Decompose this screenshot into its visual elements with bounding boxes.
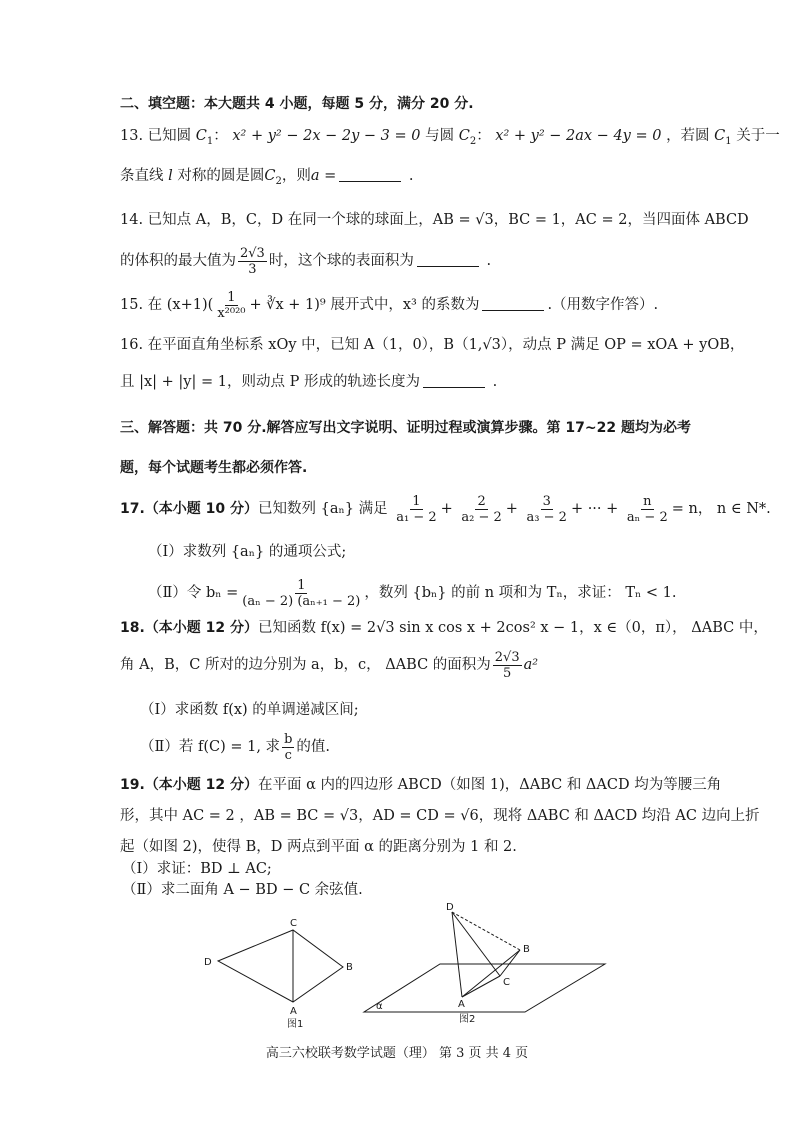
question-18-line-1: 18.（本小题 12 分）已知函数 f(x) = 2√3 sin x cos x + 2cos² x − 1，x ∈（0，π）， ΔABC 中，	[120, 620, 768, 636]
answer-blank-16[interactable]	[423, 373, 485, 388]
answer-blank-14[interactable]	[417, 252, 479, 267]
question-18-line-2: 角 A，B，C 所对的边分别为 a，b，c， ΔABC 的面积为 $\frac{2√3}{5}$ a²	[120, 649, 539, 681]
answer-blank-13[interactable]	[339, 167, 401, 182]
question-19-part-1: （Ⅰ）求证：BD ⊥ AC;	[122, 861, 272, 877]
fraction-b-over-c: $\frac{b}{c}$	[284, 731, 293, 763]
question-17-stem: 17.（本小题 10 分）已知数列 {aₙ} 满足 $\frac{1}{\text{a₁ − 2}}$ + $\frac{2}{\text{a₂ − 2}}$ + $\frac{3}{\text{a₃ − 2}}$ + ··· + $\frac{n}{\text{aₙ − 2}}$ = n， n ∈ N*.	[120, 493, 771, 525]
fig1-label-d: D	[204, 957, 212, 968]
question-13-line-1: 13. 已知圆 $C_1$： x² + y² − 2x − 2y − 3 = 0 与圆 $C_2$： x² + y² − 2ax − 4y = 0 ，若圆 $C_1$ 关于一	[120, 128, 780, 147]
circle-c2-equation: x² + y² − 2ax − 4y = 0	[495, 128, 662, 144]
fig2-label-a: A	[458, 999, 465, 1010]
question-17-part-2: （Ⅱ）令 bₙ = $\frac{1}{\text{(aₙ − 2) (aₙ₊₁ − 2)}}$ ，数列 {bₙ} 的前 n 项和为 Tₙ，求证： Tₙ < 1.	[148, 577, 677, 609]
fig1-label-b: B	[346, 962, 353, 973]
fraction-term-3: $\frac{3}{\text{a₃ − 2}}$	[526, 493, 567, 525]
fig1-label-c: C	[290, 918, 297, 929]
fig2-label-c: C	[503, 977, 510, 988]
section-heading-solutions: 三、解答题：共 70 分.解答应写出文字说明、证明过程或演算步骤。第 17~22 题均为必考	[120, 420, 691, 436]
section-heading-solutions-cont: 题，每个试题考生都必须作答.	[120, 460, 308, 476]
fig2-label-b: B	[523, 944, 530, 955]
question-17-part-1: （Ⅰ）求数列 {aₙ} 的通项公式;	[148, 544, 347, 560]
circle-c1-equation: x² + y² − 2x − 2y − 3 = 0	[232, 128, 421, 144]
question-14-line-1: 14. 已知点 A，B，C，D 在同一个球的球面上，AB = √3，BC = 1，AC = 2，当四面体 ABCD	[120, 212, 749, 228]
page-footer: 高三六校联考数学试题（理） 第 3 页 共 4 页	[265, 1046, 529, 1061]
question-19-line-3: 起（如图 2)，使得 B，D 两点到平面 α 的距离分别为 1 和 2.	[120, 839, 517, 855]
fraction-2sqrt3-over-5: $\frac{2√3}{5}$	[494, 649, 520, 681]
fraction-term-2: $\frac{2}{\text{a₂ − 2}}$	[461, 493, 502, 525]
fraction-bn: $\frac{1}{\text{(aₙ − 2) (aₙ₊₁ − 2)}}$	[242, 577, 361, 609]
question-16-line-2: 且 |x| + |y| = 1，则动点 P 形成的轨迹长度为 .	[120, 374, 498, 390]
fig2-label-d: D	[446, 902, 454, 913]
fraction-term-n: $\frac{n}{\text{aₙ − 2}}$	[626, 493, 668, 525]
figure-2-folded-3d	[360, 898, 610, 1028]
fig1-label-a: A	[290, 1006, 297, 1017]
fig2-label-alpha: α	[376, 1001, 383, 1012]
fig1-caption: 图1	[287, 1019, 304, 1030]
answer-blank-15[interactable]	[482, 296, 544, 311]
question-13-line-2: 条直线 l 对称的圆是圆$C_2$，则a = .	[120, 168, 414, 187]
fraction-term-1: $\frac{1}{\text{a₁ − 2}}$	[396, 493, 437, 525]
question-14-line-2: 的体积的最大值为 $\frac{2√3}{3}$ 时，这个球的表面积为 .	[120, 245, 492, 277]
question-18-part-1: （Ⅰ）求函数 f(x) 的单调递减区间;	[140, 702, 359, 718]
fraction-1-over-x2020: $\frac{1}{\text{x²⁰²⁰}}$	[217, 289, 246, 321]
question-19-line-2: 形，其中 AC = 2 ，AB = BC = √3，AD = CD = √6，现将 ΔABC 和 ΔACD 均沿 AC 边向上折	[120, 808, 760, 824]
question-15: 15. 在 (x+1)( $\frac{1}{\text{x²⁰²⁰}}$ + ∛x + 1)⁹ 展开式中，x³ 的系数为 .（用数字作答）.	[120, 289, 659, 321]
question-19-line-1: 19.（本小题 12 分）在平面 α 内的四边形 ABCD（如图 1)，ΔABC 和 ΔACD 均为等腰三角	[120, 777, 722, 793]
question-16-line-1: 16. 在平面直角坐标系 xOy 中，已知 A（1，0），B（1,√3），动点 P 满足 OP = xOA + yOB，	[120, 337, 745, 353]
question-18-part-2: （Ⅱ）若 f(C) = 1, 求 $\frac{b}{c}$ 的值.	[140, 731, 330, 763]
figure-1-quadrilateral	[195, 910, 375, 1035]
question-19-part-2: （Ⅱ）求二面角 A − BD − C 余弦值.	[122, 882, 363, 898]
fraction-2sqrt3-over-3: $\frac{2√3}{3}$	[240, 245, 265, 277]
section-heading-fill-in: 二、填空题：本大题共 4 小题，每题 5 分，满分 20 分.	[120, 96, 474, 112]
fig2-caption: 图2	[459, 1014, 476, 1025]
